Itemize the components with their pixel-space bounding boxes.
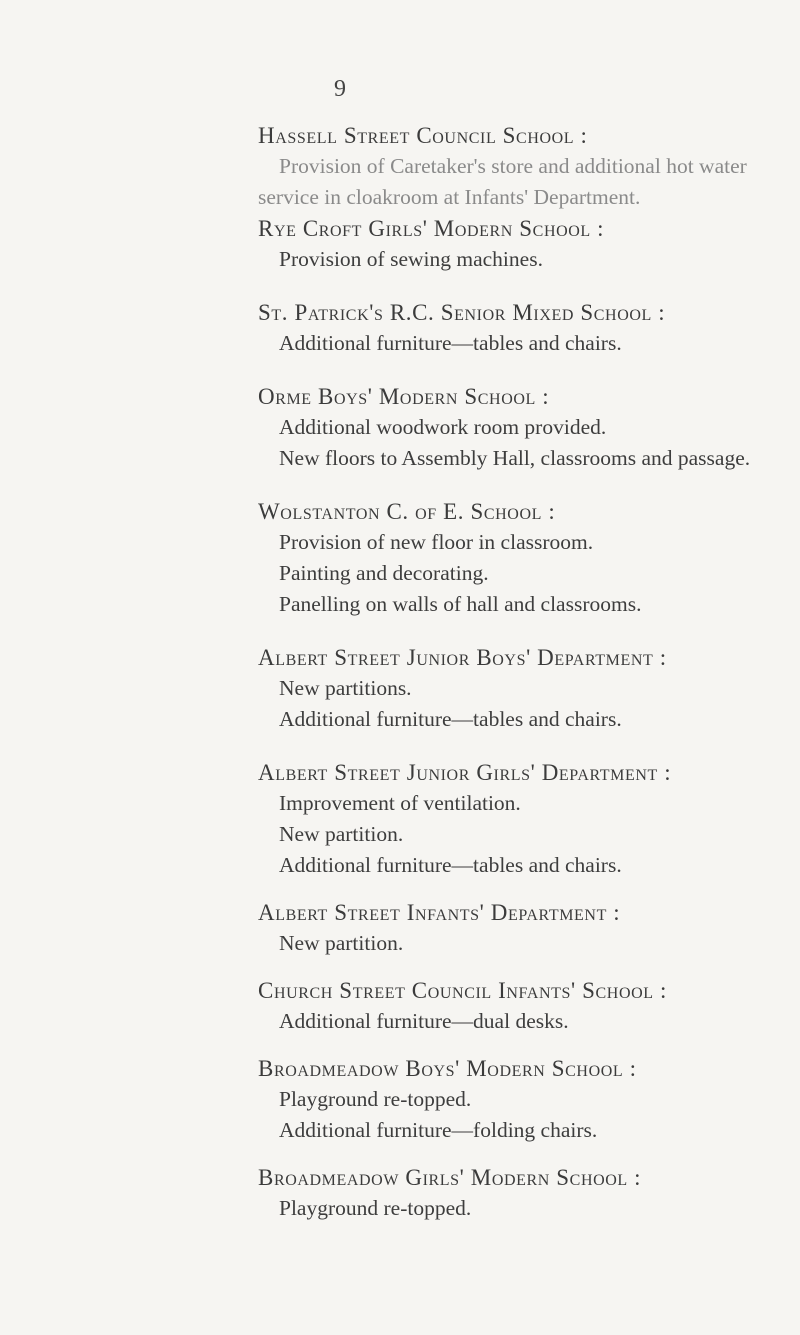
entry-heading: Rye Croft Girls' Modern School : <box>258 216 605 241</box>
entry-heading: Albert Street Infants' Department : <box>258 900 621 925</box>
entry-line: Provision of Caretaker's store and additional hot water <box>279 154 747 178</box>
entry-heading: Wolstanton C. of E. School : <box>258 499 556 524</box>
entry-church-street <box>258 975 798 1037</box>
entry-orme-boys <box>258 381 798 474</box>
entry-line: Provision of sewing machines. <box>279 247 543 271</box>
entry-line: Playground re-topped. <box>279 1196 472 1220</box>
entry-line: Additional furniture—dual desks. <box>279 1009 569 1033</box>
entry-line: service in cloakroom at Infants' Department. <box>258 185 641 209</box>
entry-st-patricks <box>258 297 798 359</box>
document-body <box>258 120 798 1224</box>
entry-line: Playground re-topped. <box>279 1087 472 1111</box>
entry-line: Additional furniture—tables and chairs. <box>279 707 622 731</box>
entry-line: Additional furniture—tables and chairs. <box>279 331 622 355</box>
entry-rye-croft <box>258 213 798 275</box>
entry-heading: Orme Boys' Modern School : <box>258 384 550 409</box>
entry-line: New floors to Assembly Hall, classrooms and passage. <box>279 446 751 470</box>
entry-heading: Church Street Council Infants' School : <box>258 978 667 1003</box>
entry-heading: St. Patrick's R.C. Senior Mixed School : <box>258 300 666 325</box>
entry-line: Improvement of ventilation. <box>279 791 521 815</box>
entry-broadmeadow-boys <box>258 1053 798 1146</box>
entry-line: Additional furniture—tables and chairs. <box>279 853 622 877</box>
entry-line: New partition. <box>279 822 404 846</box>
entry-heading: Albert Street Junior Boys' Department : <box>258 645 667 670</box>
entry-line: Additional furniture—folding chairs. <box>279 1118 598 1142</box>
entry-heading: Broadmeadow Girls' Modern School : <box>258 1165 642 1190</box>
entry-heading: Broadmeadow Boys' Modern School : <box>258 1056 637 1081</box>
entry-line: New partitions. <box>279 676 412 700</box>
entry-broadmeadow-girls <box>258 1162 798 1224</box>
entry-line: Additional woodwork room provided. <box>279 415 607 439</box>
page-number: 9 <box>334 76 346 102</box>
entry-line: New partition. <box>279 931 404 955</box>
entry-line: Painting and decorating. <box>279 561 489 585</box>
entry-line: Panelling on walls of hall and classrooms. <box>279 592 642 616</box>
entry-heading: Albert Street Junior Girls' Department : <box>258 760 672 785</box>
entry-albert-junior-boys <box>258 642 798 735</box>
entry-heading: Hassell Street Council School : <box>258 123 588 148</box>
entry-albert-infants <box>258 897 798 959</box>
entry-hassell-street <box>258 120 798 213</box>
entry-albert-junior-girls <box>258 757 798 881</box>
entry-line: Provision of new floor in classroom. <box>279 530 594 554</box>
entry-wolstanton <box>258 496 798 620</box>
